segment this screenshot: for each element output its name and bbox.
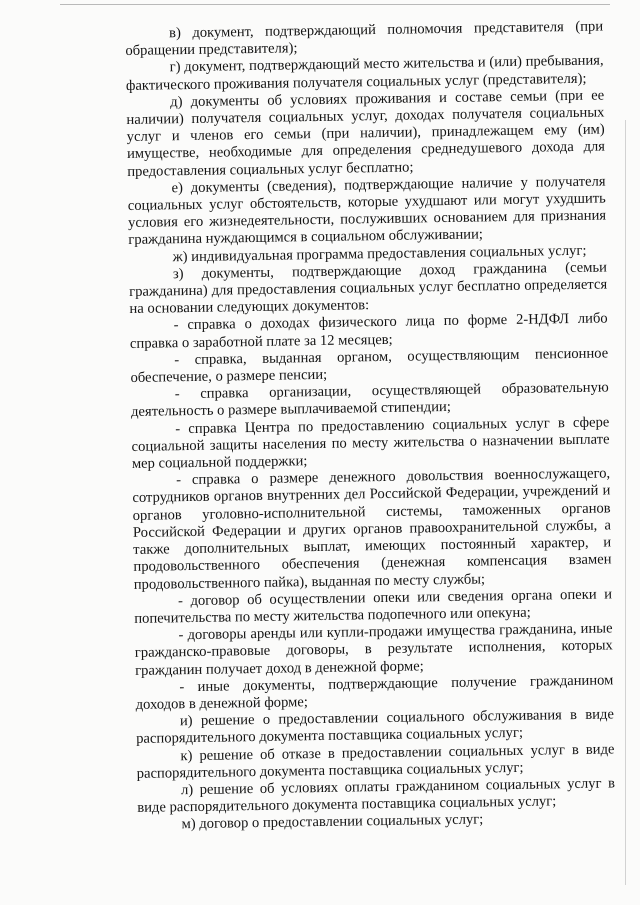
item-g-residence-document: г) документ, подтверждающий место жительства и (или) пребывания, фактического проживания получателя социальных услуг (представителя);	[125, 52, 604, 94]
scan-edge-right	[625, 120, 626, 885]
item-d-living-conditions: д) документы об условиях проживания и составе семьи (при ее наличии) получателя социальных услуг, доходах получателя социальных услуг и членов его семьи (при наличии), принадлежащем ему (им) имуществе, необходимые для определения среднедушевого дохода для предоставления социальных услуг бесплатно;	[126, 87, 606, 180]
income-doc-lease-sale: - договоры аренды или купли-продажи имущества гражданина, иные гражданско-правовые договоры, в результате исполнения, которых гражданин получает доход в денежной форме;	[134, 620, 613, 679]
scan-edge-top	[60, 4, 610, 5]
income-doc-2ndfl: - справка о доходах физического лица по форме 2-НДФЛ либо справка о заработной плате за 12 месяцев;	[129, 310, 608, 352]
item-l-payment-terms: л) решение об условиях оплаты гражданином социальных услуг в виде распорядительного документа поставщика социальных услуг;	[137, 775, 616, 817]
item-k-refusal-decision: к) решение об отказе в предоставлении социальных услуг в виде распорядительного документа поставщика социальных услуг;	[136, 740, 615, 782]
income-doc-social-support: - справка Центра по предоставлению социальных услуг в сфере социальной защиты населения по месту жительства о назначении выплате мер социальной поддержки;	[131, 414, 610, 473]
item-zh-individual-program: ж) индивидуальная программа предоставления социальных услуг;	[172, 242, 587, 265]
item-i-service-decision: и) решение о предоставлении социального обслуживания в виде распорядительного документа поставщика социальных услуг;	[136, 706, 615, 748]
item-z-income-documents: з) документы, подтверждающие доход гражданина (семьи гражданина) для предоставления социальных услуг бесплатно определяется на основании следующих документов:	[129, 259, 608, 318]
income-doc-military-allowance: - справка о размере денежного довольствия военнослужащего, сотрудников органов внутренних дел Российской Федерации, учреждений и органов уголовно-исполнительной системы, таможенных органов Российской Федерации и других органов правоохранительной службы, а также дополнительных выплат, имеющих постоянный характер, и продовольственного обеспечения (денежная компенсация взамен продовольственного пайка), выданная по месту службы;	[132, 465, 612, 593]
item-m-service-contract: м) договор о предоставлении социальных услуг;	[181, 811, 484, 833]
income-doc-other: - иные документы, подтверждающие получение гражданином доходов в денежной форме;	[135, 672, 614, 713]
income-doc-pension: - справка, выданная органом, осуществляющим пенсионное обеспечение, о размере пенсии;	[130, 345, 609, 387]
item-v-representative-authority: в) документ, подтверждающий полномочия представителя (при обращении представителя);	[125, 18, 604, 60]
item-e-circumstances: е) документы (сведения), подтверждающие наличие у получателя социальных услуг обстоятельств, которые ухудшают или могут ухудшить условия его жизнедеятельности, послуживших основанием для признания гражданина нуждающимся в социальном обслуживании;	[127, 173, 607, 249]
income-doc-guardianship: - договор об осуществлении опеки или сведения органа опеки и попечительства по месту жительства подопечного или опекуна;	[134, 586, 613, 627]
income-doc-stipend: - справка организации, осуществляющей образовательную деятельность о размере выплачиваемой стипендии;	[130, 379, 609, 421]
document-body	[125, 18, 616, 834]
